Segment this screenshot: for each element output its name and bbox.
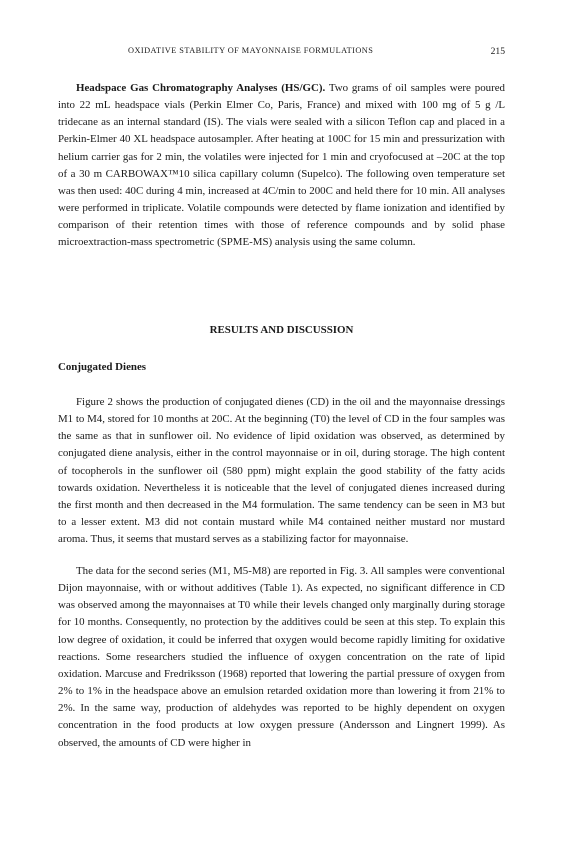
- paragraph-run-in-heading: Headspace Gas Chromatography Analyses (HS/GC).: [76, 82, 326, 94]
- paragraph-second-series: The data for the second series (M1, M5-M8) are reported in Fig. 3. All samples were conventional Dijon mayonnaise, with or without additives (Table 1). As expected, no significant difference in CD was observed among the mayonnaises at T0 while their levels changed only marginally during storage for 10 months. Consequently, no protection by the additives could be seen at this step. To explain this low degree of oxidation, it could be inferred that oxygen would become rapidly limiting for oxidative reactions. Some researchers studied the influence of oxygen concentration on the rate of lipid oxidation. Marcuse and Fredriksson (1968) reported that lowering the partial pressure of oxygen from 2% to 1% in the headspace above an emulsion retarded oxidation more than lowering it from 21% to 2%. In the same way, production of aldehydes was reported to be highly dependent on oxygen concentration in the food products at low oxygen pressure (Andersson and Lingnert 1999). As observed, the amounts of CD were higher in: [58, 565, 505, 749]
- paragraph-body-text: Two grams of oil samples were poured into 22 mL headspace vials (Perkin Elmer Co, Paris, France) and mixed with 100 mg of 5 g /L tridecane as an internal standard (IS). The vials were sealed with a silicon Teflon cap and placed in a Perkin-Elmer 40 XL headspace autosampler. After heating at 100C for 15 min and pressurization with helium carrier gas for 2 min, the volatiles were injected for 1 min and cryofocused at –20C at the top of a 30 m CARBOWAX™10 silica capillary column (Supelco). The following oven temperature set was then used: 40C during 4 min, increased at 4C/min to 200C and held there for 10 min. All analyses were performed in triplicate. Volatile compounds were detected by flame ionization and identified by comparison of their retention times with those of reference compounds and by solid phase microextraction-mass spectrometric (SPME-MS) analysis using the same column.: [58, 82, 505, 249]
- paragraph-headspace-gc: [58, 80, 505, 252]
- paragraph-figure2: Figure 2 shows the production of conjugated dienes (CD) in the oil and the mayonnaise dressings M1 to M4, stored for 10 months at 20C. At the beginning (T0) the level of CD in the four samples was the same as that in sunflower oil. No evidence of lipid oxidation was observed, as determined by conjugated diene analysis, either in the control mayonnaise or in oil, during storage. The high content of tocopherols in the sunflower oil (580 ppm) might explain the good stability of the fatty acids towards oxidation. Nevertheless it is noticeable that the level of conjugated dienes increased during the first month and then decreased in the M4 formulation. The same tendency can be seen in M3 but to a lesser extent. M3 did not contain mustard while M4 contained neither mustard nor mustard aroma. Thus, it seems that mustard serves as a stabilizing factor for mayonnaise.: [58, 396, 505, 546]
- running-head-title: OXIDATIVE STABILITY OF MAYONNAISE FORMULATIONS: [128, 46, 374, 55]
- running-head: [58, 46, 505, 60]
- page-number: 215: [490, 46, 505, 57]
- section-heading-results: RESULTS AND DISCUSSION: [209, 324, 354, 336]
- subsection-heading-conjugated-dienes: Conjugated Dienes: [58, 361, 147, 373]
